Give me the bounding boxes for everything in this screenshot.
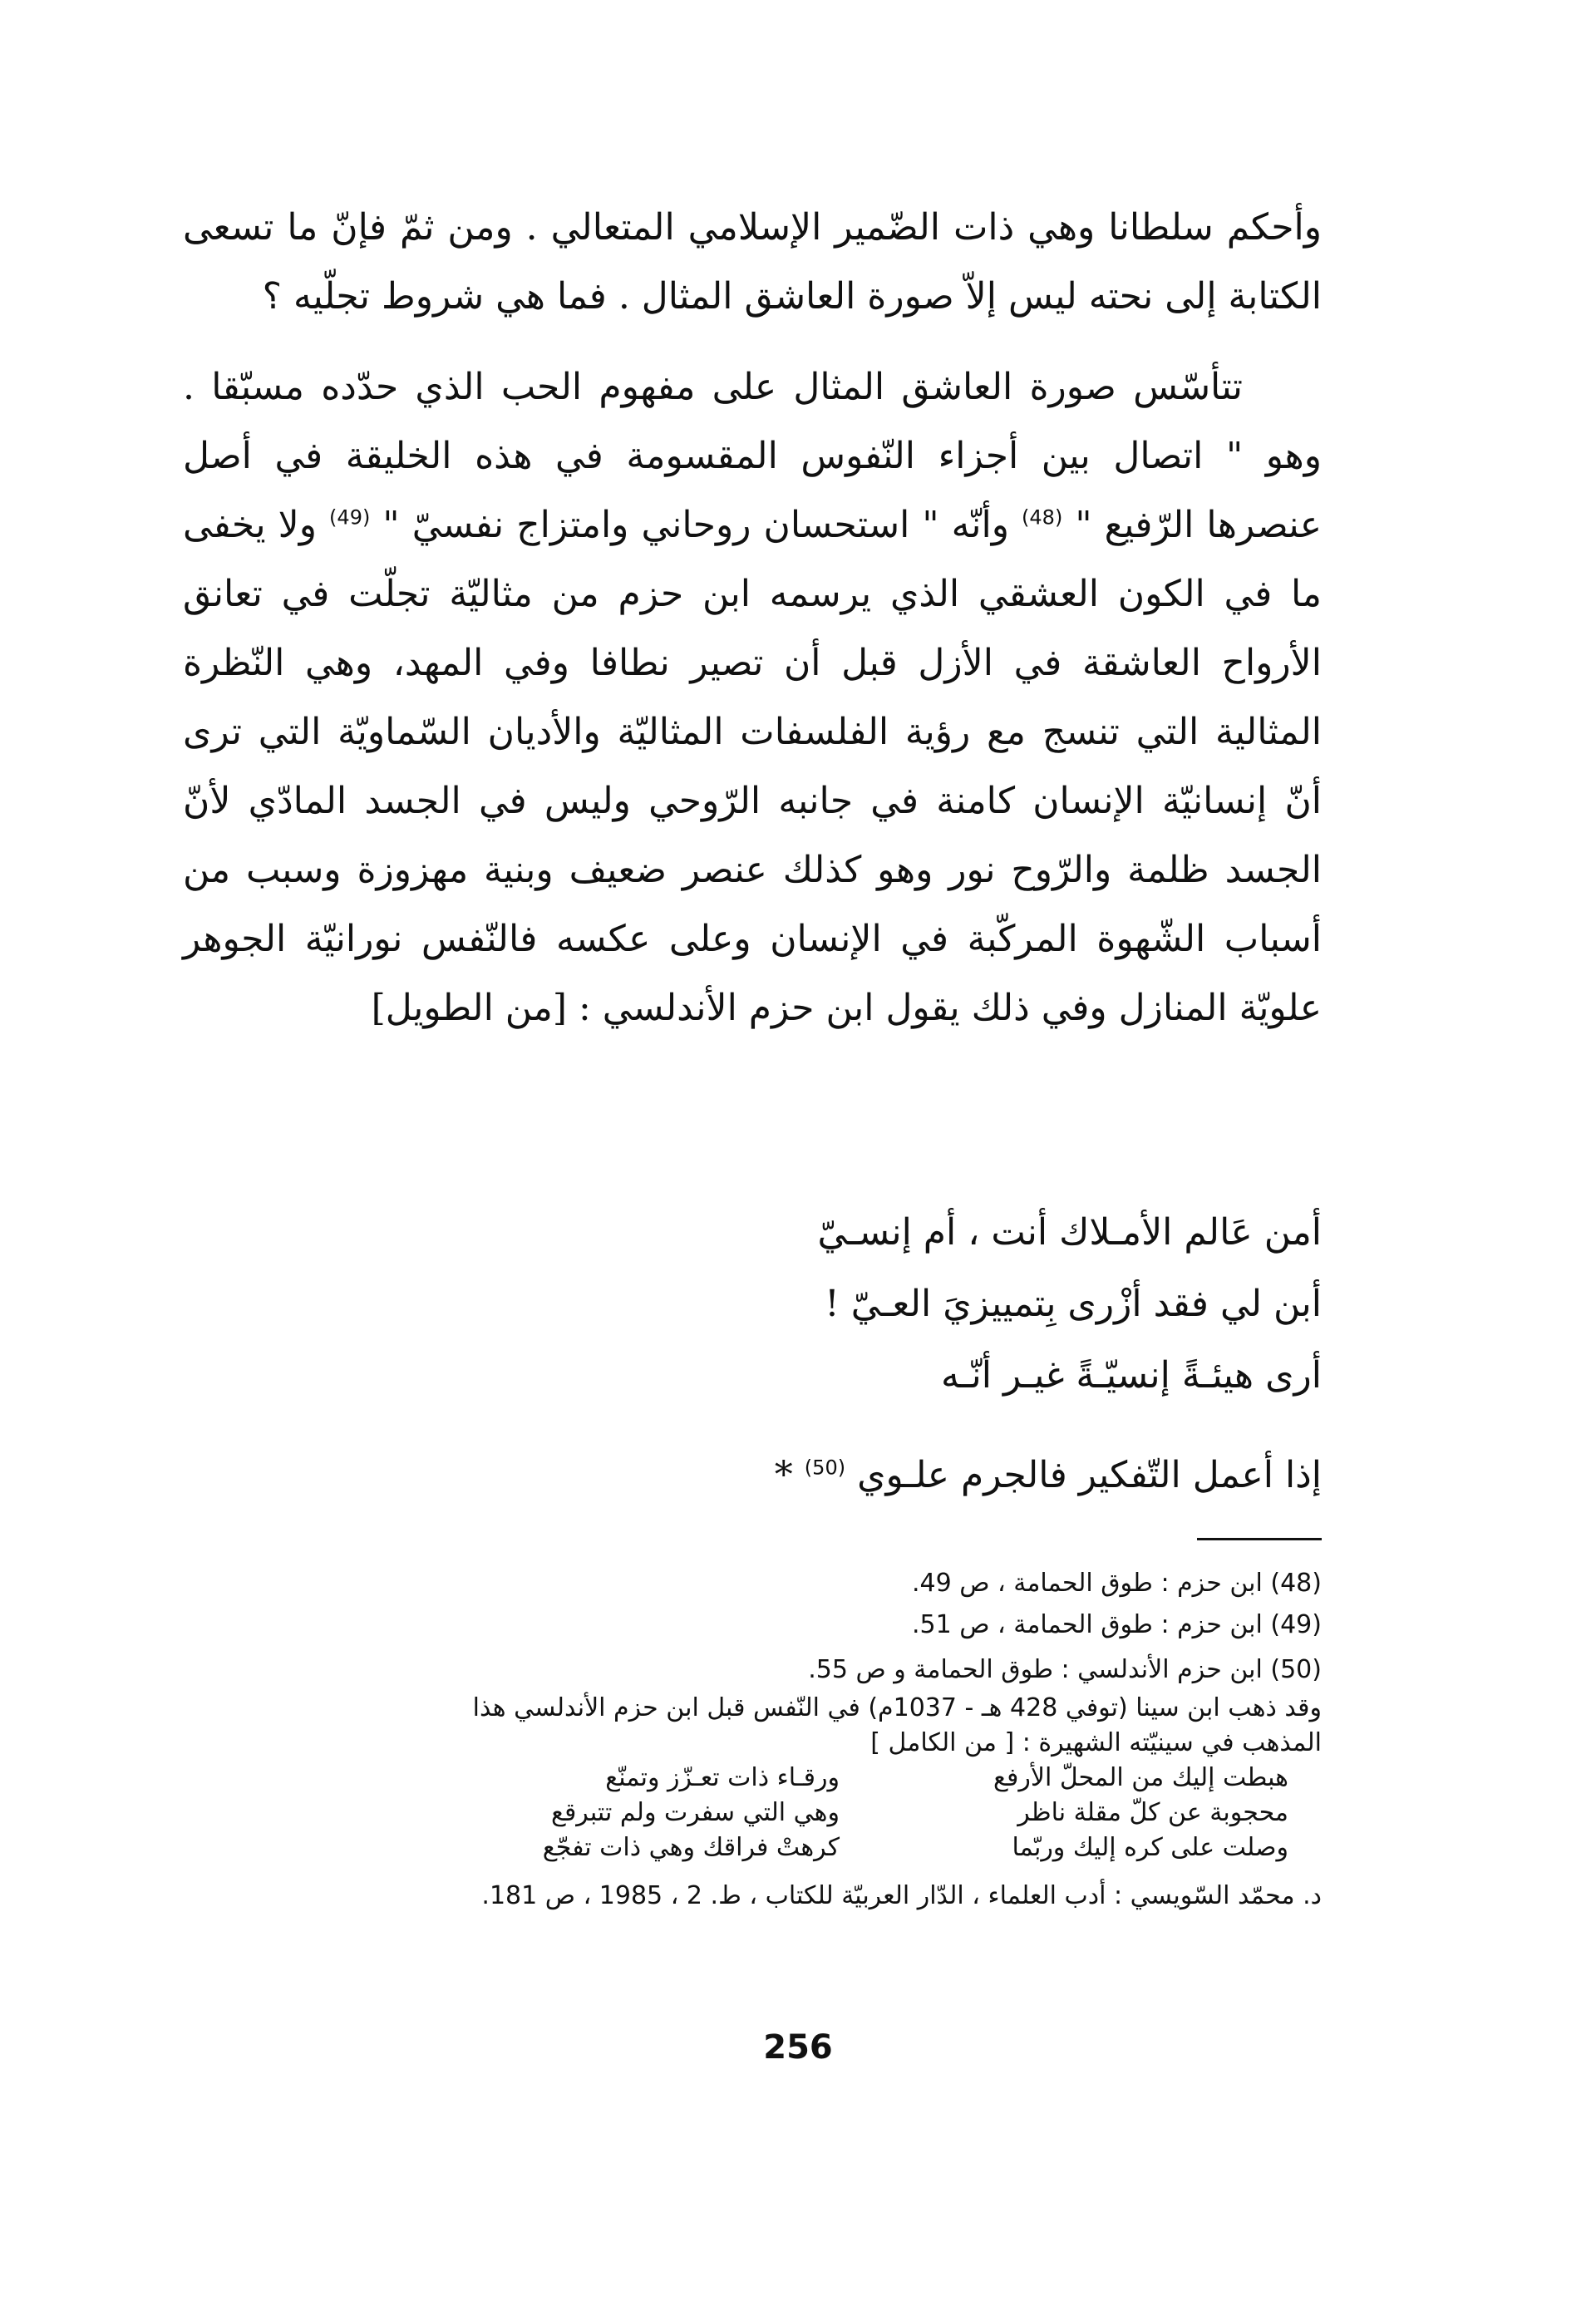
poem-line-2: أبن لي فقد أزْرى بِتمييزيَ العـيّ ! bbox=[825, 1283, 1322, 1325]
verse-hemistich-2: كرهتْ فراقك وهي ذات تفجّع bbox=[542, 1833, 840, 1862]
verse-hemistich-1: محجوبة عن كلّ مقلة ناظر bbox=[1017, 1798, 1288, 1827]
verse-hemistich-2: ورقـاء ذات تعـزّز وتمنّع bbox=[605, 1763, 840, 1792]
footnote-48: (48) ابن حزم : طوق الحمامة ، ص 49. bbox=[911, 1569, 1322, 1598]
footnote-50-note bbox=[183, 1691, 1322, 1761]
footnotes bbox=[183, 1563, 1322, 1917]
footnote-separator bbox=[1197, 1538, 1322, 1540]
paragraph-1: وأحكم سلطانا وهي ذات الضّمير الإسلامي المتعالي . ومن ثمّ فإنّ ما تسعى الكتابة إلى نحته ليس إلاّ صورة العاشق المثال . فما هي شروط تجلّيه ؟ bbox=[183, 206, 1322, 318]
note-line-1: وقد ذهب ابن سينا (توفي 428 هـ - 1037م) في النّفس قبل ابن حزم الأندلسي هذا bbox=[472, 1693, 1322, 1722]
paragraph-2-part-b: وأنّه " استحسان روحاني وامتزاج نفسيّ " bbox=[382, 504, 1009, 546]
footnote-50: (50) ابن حزم الأندلسي : طوق الحمامة و ص 55. bbox=[808, 1655, 1322, 1684]
verse-row bbox=[183, 1830, 1322, 1865]
poem-line-1: أمن عَالم الأمـلاك أنت ، أم إنسـيّ bbox=[817, 1211, 1322, 1254]
paragraph-2-part-c: ولا يخفى ما في الكون العشقي الذي يرسمه ابن حزم من مثاليّة تجلّت في تعانق الأرواح العاشقة في الأزل قبل أن تصير نطافا وفي المهد، وهي النّظرة المثالية التي تنسج مع رؤية الفلسفات المثاليّة والأديان السّماويّة التي ترى أنّ إنسانيّة الإنسان كامنة في جانبه الرّوحي وليس في الجسد المادّي لأنّ الجسد ظلمة والرّوح نور وهو كذلك عنصر ضعيف وبنية مهزوزة وسبب من أسباب الشّهوة المركّبة في الإنسان وعلى عكسه فالنّفس نورانيّة الجوهر علويّة المنازل وفي ذلك يقول ابن حزم الأندلسي : [من الطويل] bbox=[183, 504, 1322, 1029]
footnote-ref-50[interactable]: (50) bbox=[804, 1456, 846, 1480]
paragraph-2-part-a: تتأسّس صورة العاشق المثال على مفهوم الحب الذي حدّده مسبّقا . وهو " اتصال بين أجزاء النّفوس المقسومة في هذه الخليقة في أصل عنصرها الرّفيع " bbox=[183, 366, 1322, 546]
footnote-source: د. محمّد السّويسي : أدب العلماء ، الدّار العربيّة للكتاب ، ط. 2 ، 1985 ، ص 181. bbox=[481, 1881, 1322, 1910]
note-line-2: المذهب في سينيّته الشهيرة : [ من الكامل ] bbox=[870, 1728, 1322, 1757]
verse-row bbox=[183, 1796, 1322, 1830]
poem-line-3: أرى هيئـةً إنسيّـةً غيـر أنّـه bbox=[941, 1354, 1322, 1397]
verse-row bbox=[183, 1761, 1322, 1796]
page-number: 256 bbox=[763, 2028, 833, 2067]
poem bbox=[490, 1197, 1322, 1511]
poem-line-4-text: إذا أعمل التّفكير فالجرم علـوي bbox=[857, 1454, 1322, 1496]
footnote-ref-49[interactable]: (49) bbox=[329, 505, 371, 530]
verse-hemistich-1: هبطت إليك من المحلّ الأرفع bbox=[993, 1763, 1288, 1792]
footnote-49: (49) ابن حزم : طوق الحمامة ، ص 51. bbox=[911, 1610, 1322, 1639]
footnote-star: * bbox=[774, 1454, 793, 1496]
verse-hemistich-1: وصلت على كره إليك وربّما bbox=[1012, 1833, 1288, 1862]
verse-hemistich-2: وهي التي سفرت ولم تتبرقع bbox=[550, 1798, 840, 1827]
paragraph-2 bbox=[183, 352, 1322, 1042]
footnote-ref-48[interactable]: (48) bbox=[1022, 505, 1063, 530]
body-text bbox=[183, 193, 1322, 1042]
poem-line-4 bbox=[490, 1440, 1322, 1511]
